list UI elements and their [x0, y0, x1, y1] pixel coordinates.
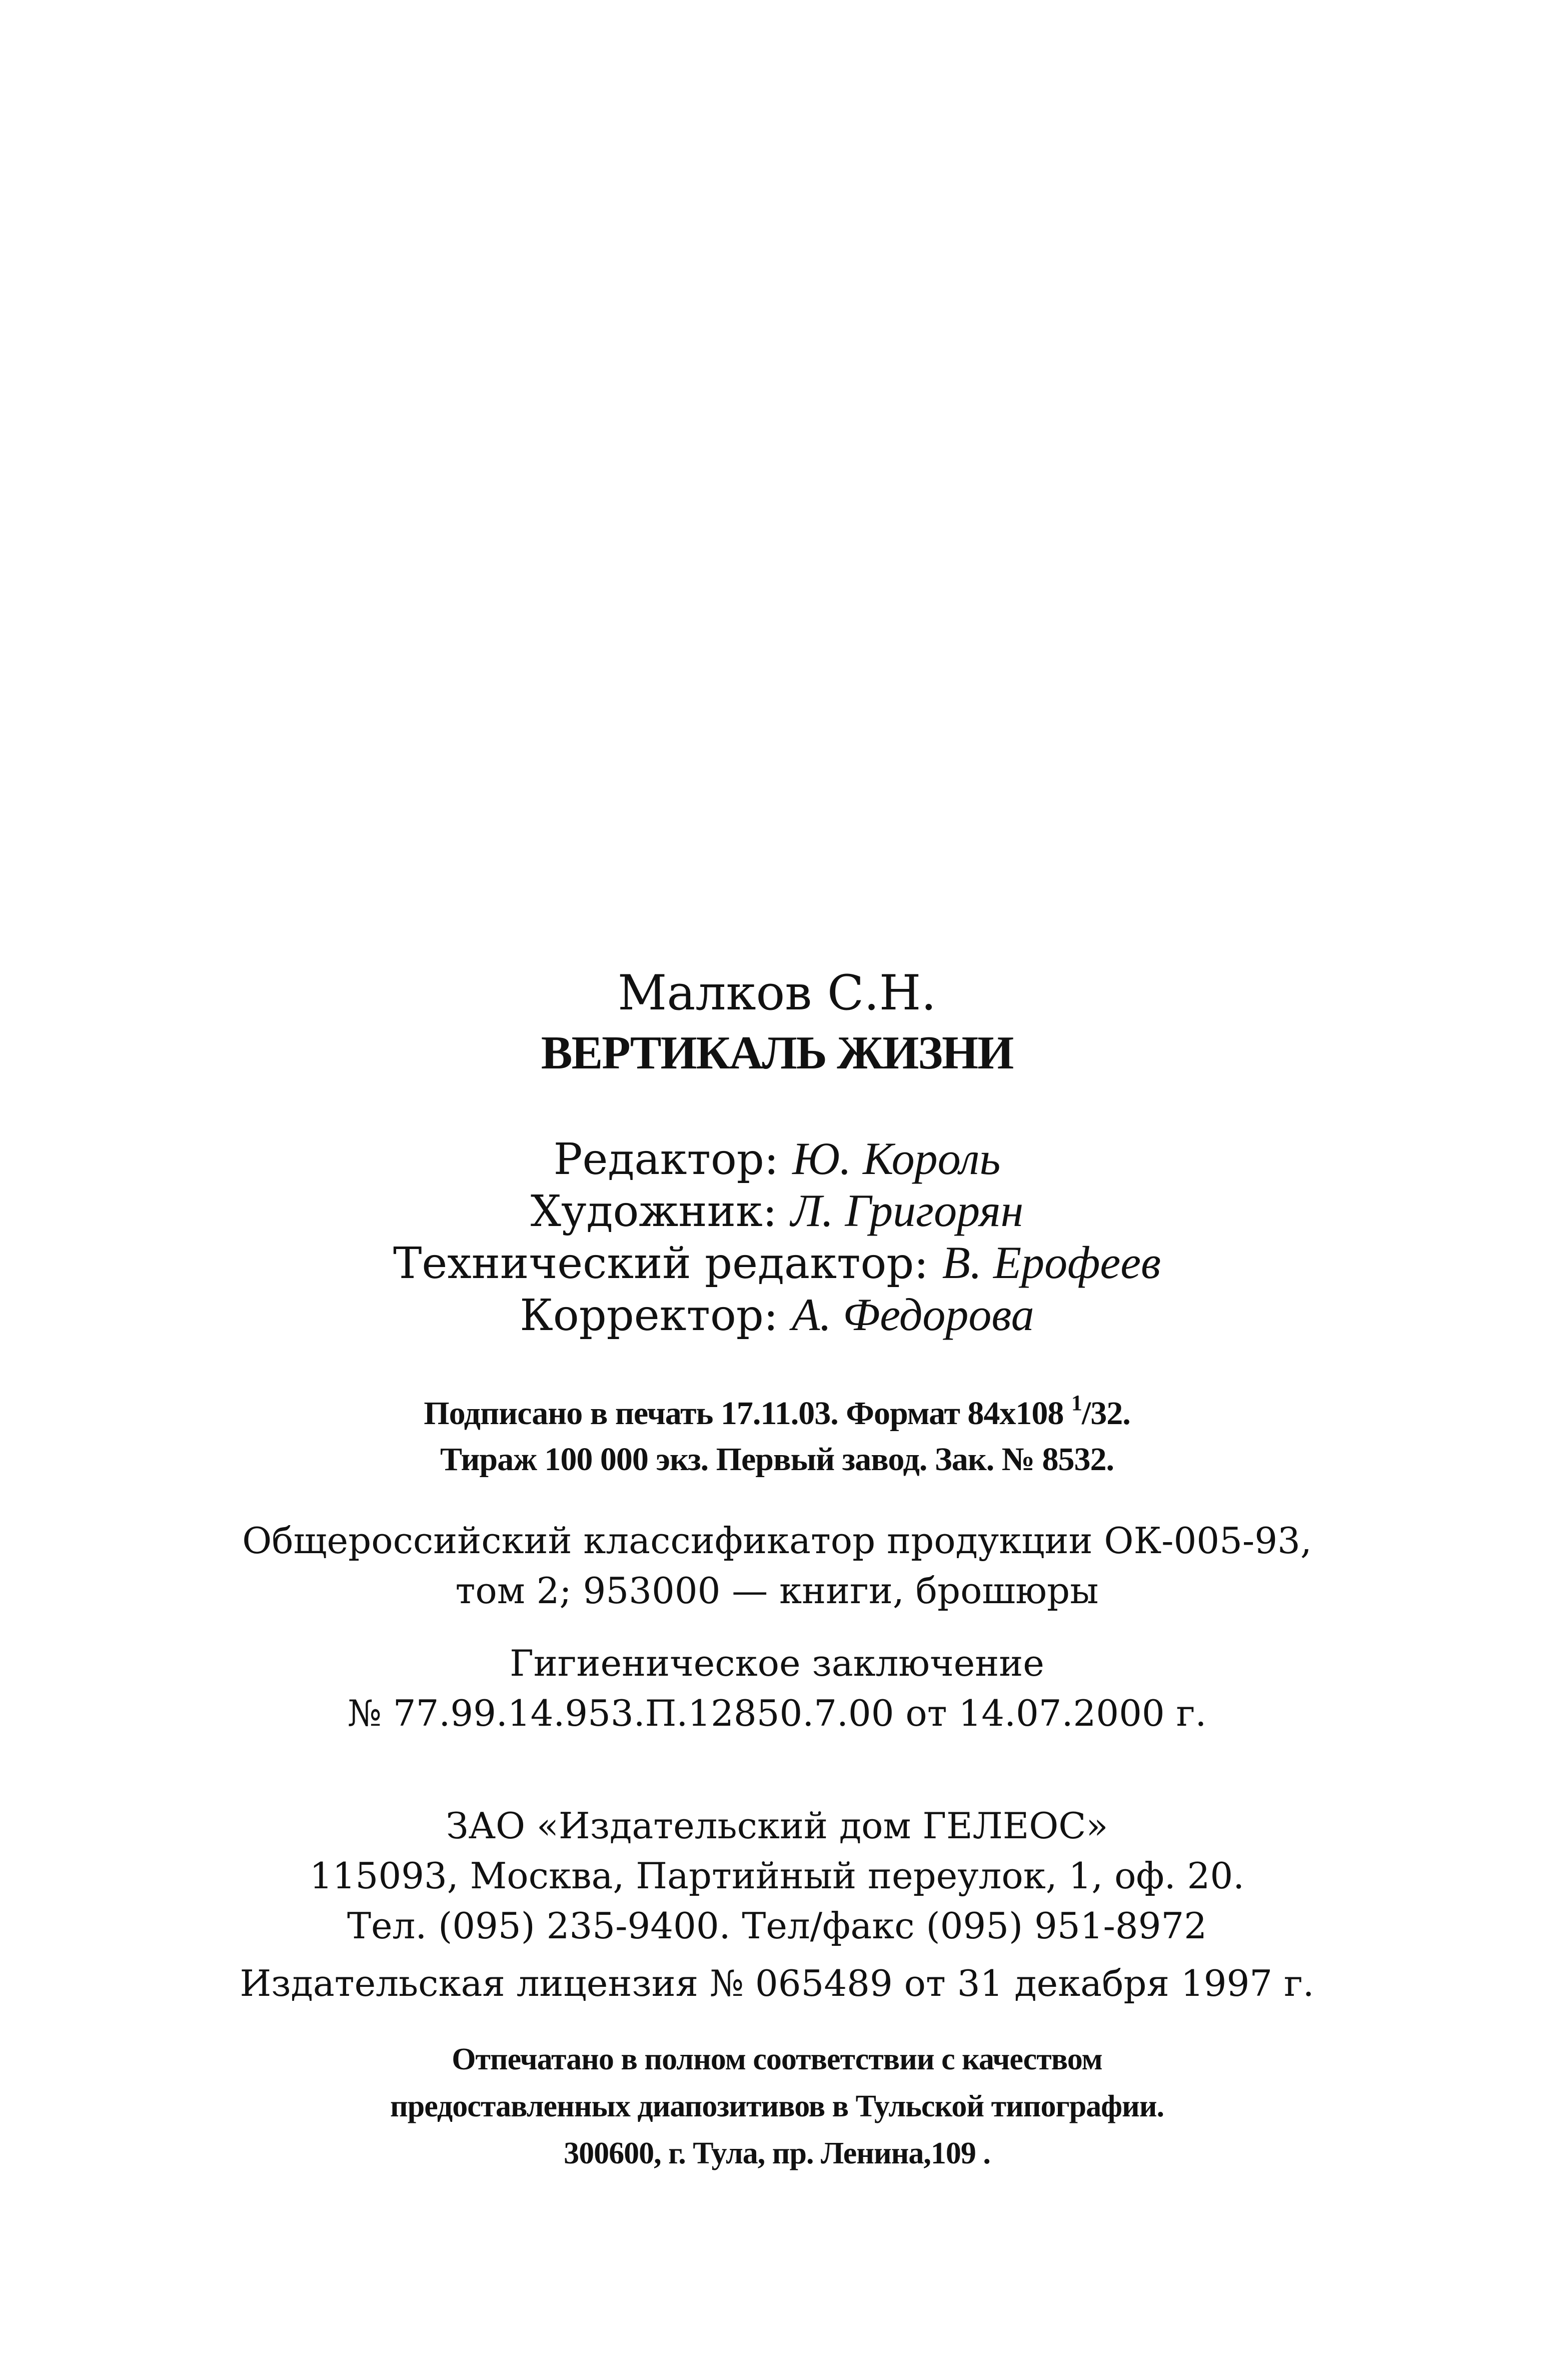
staff-role: Корректор:	[520, 1291, 792, 1341]
staff-line-proofreader	[0, 1289, 1554, 1341]
print-info	[0, 1391, 1554, 1483]
format-fraction-numerator: 1	[1071, 1391, 1082, 1415]
print-info-line-run: Тираж 100 000 экз. Первый завод. Зак. № 8532.	[440, 1441, 1114, 1478]
staff-name: Л. Григорян	[791, 1185, 1024, 1236]
publisher-name: ЗАО «Издательский дом ГЕЛЕОС»	[446, 1805, 1108, 1847]
staff-name: Ю. Король	[792, 1133, 1001, 1184]
classifier-line: Общероссийский классификатор продукции ОК-005-93,	[242, 1520, 1312, 1562]
hygiene-line: № 77.99.14.953.П.12850.7.00 от 14.07.2000 г.	[347, 1692, 1207, 1734]
classifier-line: том 2; 953000 — книги, брошюры	[455, 1570, 1099, 1612]
publisher-phone: Тел. (095) 235-9400. Тел/факс (095) 951-8972	[347, 1905, 1207, 1947]
title-block	[0, 1023, 1554, 1083]
format-fraction-rest: /32.	[1081, 1395, 1130, 1432]
classifier-block	[0, 1516, 1554, 1616]
printer-address: 300600, г. Тула, пр. Ленина,109 .	[564, 2136, 990, 2170]
license-block	[0, 1958, 1554, 2008]
publisher-address: 115093, Москва, Партийный переулок, 1, оф. 20.	[309, 1855, 1245, 1897]
hygiene-line: Гигиеническое заключение	[510, 1642, 1044, 1684]
staff-line-technical-editor	[0, 1237, 1554, 1289]
printer-line: предоставленных диапозитивов в Тульской типографии.	[390, 2089, 1164, 2123]
staff-name: В. Ерофеев	[942, 1237, 1161, 1288]
author-name: Малков С.Н.	[617, 965, 937, 1021]
license-line: Издательская лицензия № 065489 от 31 декабря 1997 г.	[240, 1962, 1314, 2004]
print-info-line-format	[0, 1391, 1554, 1437]
hygiene-block	[0, 1638, 1554, 1738]
print-info-text: Подписано в печать 17.11.03. Формат 84x108	[424, 1395, 1071, 1432]
staff-line-editor	[0, 1133, 1554, 1185]
book-title: ВЕРТИКАЛЬ ЖИЗНИ	[541, 1027, 1013, 1079]
staff-credits	[0, 1133, 1554, 1341]
printer-block	[0, 2036, 1554, 2177]
staff-line-artist	[0, 1185, 1554, 1237]
staff-name: А. Федорова	[792, 1289, 1034, 1340]
staff-role: Художник:	[530, 1186, 791, 1237]
publisher-block	[0, 1801, 1554, 1951]
staff-role: Редактор:	[553, 1134, 793, 1184]
author-block	[0, 963, 1554, 1023]
staff-role: Технический редактор:	[393, 1239, 942, 1289]
printer-line: Отпечатано в полном соответствии с качеством	[452, 2042, 1102, 2076]
